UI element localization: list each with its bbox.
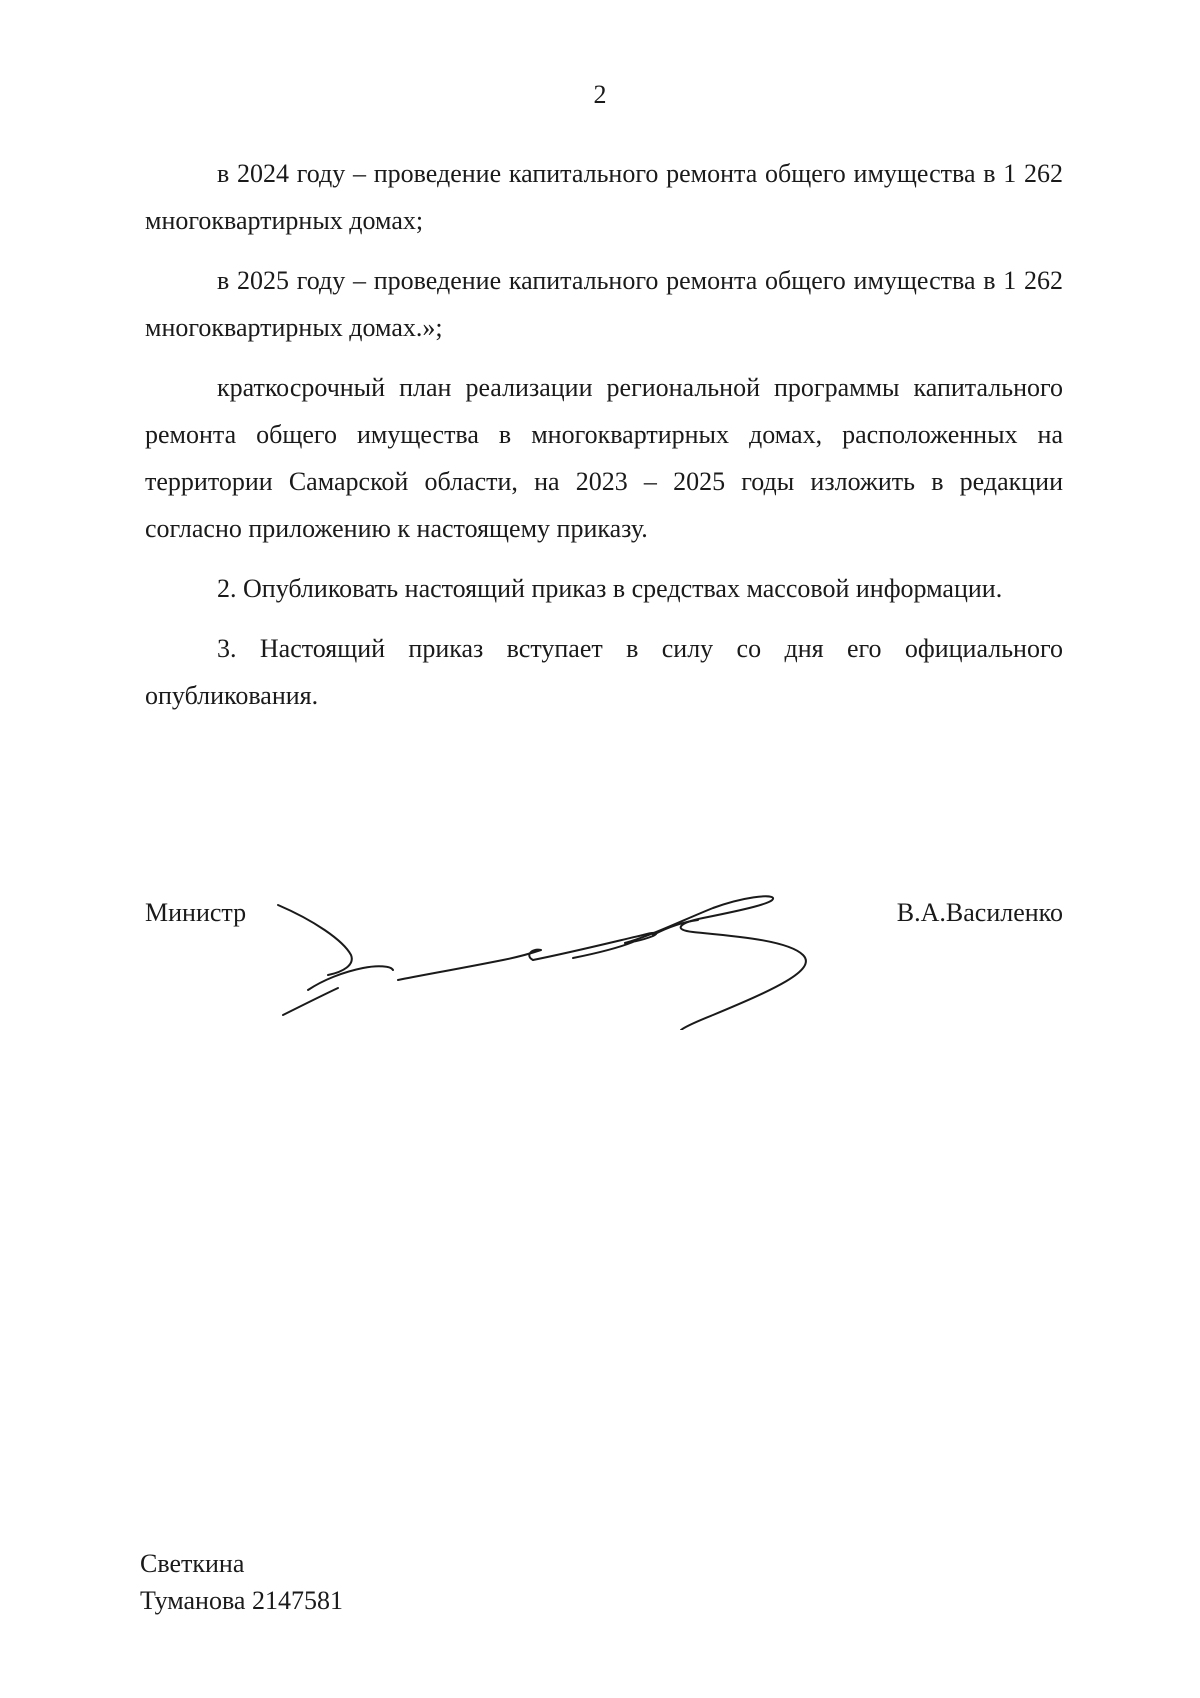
handwritten-signature-icon	[273, 880, 863, 1030]
paragraph-effective-date: 3. Настоящий приказ вступает в силу со дня его официального опубликования.	[145, 634, 1063, 710]
paragraph-publish: 2. Опубликовать настоящий приказ в средствах массовой информации.	[217, 574, 1003, 603]
executor-name: Светкина	[140, 1549, 245, 1578]
signature-block	[145, 880, 1063, 1030]
paragraph-short-term-plan: краткосрочный план реализации региональной программы капитального ремонта общего имущества в многоквартирных домах, расположенных на территории Самарской области, на 2023 – 2025 годы изложить в редакции согласно приложению к настоящему приказу.	[145, 373, 1063, 543]
document-body	[145, 150, 1063, 732]
executor-name-phone: Туманова 2147581	[140, 1586, 343, 1615]
page-number: 2	[593, 80, 607, 109]
signatory-name: В.А.Василенко	[896, 898, 1063, 927]
executors-block	[140, 1545, 343, 1619]
paragraph-2024-plan: в 2024 году – проведение капитального ремонта общего имущества в 1 262 многоквартирных домах;	[145, 159, 1063, 235]
signatory-role: Министр	[145, 898, 247, 927]
paragraph-2025-plan: в 2025 году – проведение капитального ремонта общего имущества в 1 262 многоквартирных домах.»;	[145, 266, 1063, 342]
